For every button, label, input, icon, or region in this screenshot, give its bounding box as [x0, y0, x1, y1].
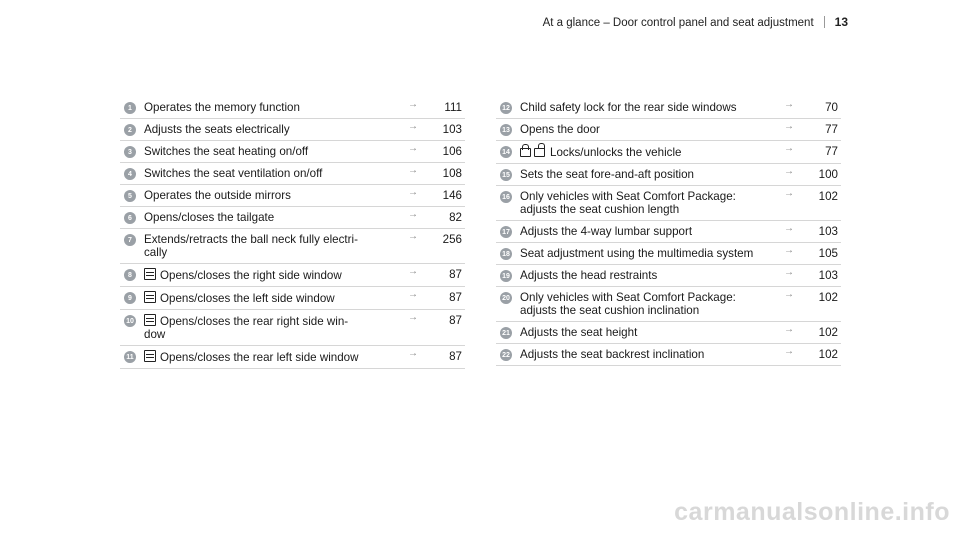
item-text: Adjusts the 4-way lumbar support — [520, 225, 693, 238]
list-item — [496, 97, 841, 119]
item-text: Adjusts the seat height — [520, 326, 638, 339]
item-number-badge: 10 — [124, 315, 136, 327]
item-number-badge: 20 — [500, 292, 512, 304]
item-text: Extends/retracts the ball neck fully electri- cally — [144, 233, 358, 259]
list-item — [496, 344, 841, 366]
page-reference-link[interactable]: 77 — [825, 123, 838, 136]
list-item — [120, 310, 465, 346]
page-reference-arrow: → — [784, 324, 794, 335]
list-item — [496, 119, 841, 141]
page-reference-link[interactable]: 256 — [442, 233, 462, 246]
item-description — [520, 348, 784, 361]
item-text: Opens the door — [520, 123, 600, 136]
list-item — [496, 322, 841, 344]
page-reference-arrow: → — [784, 143, 794, 154]
item-text: Opens/closes the tailgate — [144, 211, 275, 224]
item-text: Only vehicles with Seat Comfort Package: adjusts the seat cushion length — [520, 190, 736, 216]
item-number-badge: 11 — [124, 351, 136, 363]
item-number-badge: 17 — [500, 226, 512, 238]
item-text: Adjusts the seat backrest inclination — [520, 348, 705, 361]
list-item — [496, 164, 841, 186]
list-item — [120, 141, 465, 163]
list-item — [496, 186, 841, 221]
item-number-badge: 6 — [124, 212, 136, 224]
item-number-badge: 14 — [500, 146, 512, 158]
lock-icon — [520, 148, 531, 157]
item-description — [520, 101, 784, 114]
item-number-badge: 19 — [500, 270, 512, 282]
page-reference-link[interactable]: 87 — [449, 350, 462, 363]
item-description — [520, 145, 784, 159]
list-item — [496, 141, 841, 164]
item-description — [144, 314, 408, 341]
item-number-badge: 8 — [124, 269, 136, 281]
item-text: Opens/closes the right side window — [160, 269, 342, 282]
item-description — [144, 167, 408, 180]
item-number-badge: 18 — [500, 248, 512, 260]
window-icon — [144, 350, 156, 362]
item-description — [520, 291, 784, 317]
item-number-badge: 5 — [124, 190, 136, 202]
page-reference-arrow: → — [408, 348, 418, 359]
item-number-badge: 22 — [500, 349, 512, 361]
item-number-badge: 9 — [124, 292, 136, 304]
page-reference-link[interactable]: 111 — [444, 101, 462, 114]
page-reference-link[interactable]: 87 — [449, 291, 462, 304]
page-reference-arrow: → — [784, 166, 794, 177]
list-item — [496, 243, 841, 265]
page-reference-arrow: → — [408, 231, 418, 242]
page-reference-arrow: → — [408, 289, 418, 300]
item-number-badge: 12 — [500, 102, 512, 114]
item-text: Adjusts the head restraints — [520, 269, 658, 282]
page-reference-link[interactable]: 87 — [449, 314, 462, 327]
item-description — [144, 145, 408, 158]
item-number-badge: 15 — [500, 169, 512, 181]
list-item — [120, 346, 465, 369]
list-item — [496, 265, 841, 287]
item-number-badge: 4 — [124, 168, 136, 180]
item-number-badge: 1 — [124, 102, 136, 114]
item-text: Operates the outside mirrors — [144, 189, 291, 202]
list-item — [496, 287, 841, 322]
item-description — [144, 350, 408, 364]
item-number-badge: 3 — [124, 146, 136, 158]
item-description — [144, 211, 408, 224]
item-text: Locks/unlocks the vehicle — [550, 146, 682, 159]
list-item — [120, 287, 465, 310]
page-reference-arrow: → — [784, 346, 794, 357]
item-number-badge: 21 — [500, 327, 512, 339]
page-reference-arrow: → — [408, 312, 418, 323]
item-text: Switches the seat ventilation on/off — [144, 167, 323, 180]
item-description — [520, 247, 784, 260]
page-reference-arrow: → — [784, 289, 794, 300]
page-reference-link[interactable]: 102 — [818, 291, 838, 304]
page-reference-arrow: → — [408, 165, 418, 176]
item-text: Opens/closes the left side window — [160, 292, 335, 305]
item-number-badge: 16 — [500, 191, 512, 203]
item-number-badge: 2 — [124, 124, 136, 136]
item-description — [520, 168, 784, 181]
page-reference-link[interactable]: 106 — [442, 145, 462, 158]
page-reference-arrow: → — [408, 266, 418, 277]
header-divider — [824, 16, 825, 28]
item-text: Switches the seat heating on/off — [144, 145, 309, 158]
item-description — [144, 291, 408, 305]
page-reference-link[interactable]: 103 — [818, 269, 838, 282]
page-reference-link[interactable]: 102 — [818, 348, 838, 361]
item-number-badge: 7 — [124, 234, 136, 246]
list-item — [120, 119, 465, 141]
item-description — [144, 189, 408, 202]
item-text: Opens/closes the rear left side window — [160, 351, 359, 364]
page-header — [543, 15, 848, 29]
item-description — [144, 101, 408, 114]
item-description — [520, 123, 784, 136]
item-text: Seat adjustment using the multimedia system — [520, 247, 754, 260]
window-icon — [144, 314, 156, 326]
list-item — [120, 264, 465, 287]
page-reference-link[interactable]: 105 — [818, 247, 838, 260]
item-description — [144, 123, 408, 136]
window-icon — [144, 291, 156, 303]
page-reference-arrow: → — [408, 99, 418, 110]
list-item — [120, 97, 465, 119]
page-reference-arrow: → — [408, 209, 418, 220]
page-reference-link[interactable]: 77 — [825, 145, 838, 158]
page-reference-link[interactable]: 108 — [442, 167, 462, 180]
page-reference-link[interactable]: 100 — [818, 168, 838, 181]
page-reference-arrow: → — [784, 245, 794, 256]
page-reference-link[interactable]: 102 — [818, 326, 838, 339]
page-reference-link[interactable]: 102 — [818, 190, 838, 203]
item-description — [520, 190, 784, 216]
page-reference-link[interactable]: 70 — [825, 101, 838, 114]
page-reference-arrow: → — [784, 99, 794, 110]
item-text: Opens/closes the rear right side win- dow — [144, 315, 349, 341]
page-reference-link[interactable]: 82 — [449, 211, 462, 224]
section-title: At a glance – Door control panel and seat adjustment — [542, 17, 814, 29]
page-reference-arrow: → — [784, 223, 794, 234]
item-description — [144, 233, 408, 259]
item-description — [520, 269, 784, 282]
unlock-icon — [534, 148, 545, 157]
item-number-badge: 13 — [500, 124, 512, 136]
page-reference-link[interactable]: 103 — [818, 225, 838, 238]
left-column-list — [120, 97, 465, 369]
page-reference-link[interactable]: 87 — [449, 268, 462, 281]
item-text: Child safety lock for the rear side windows — [520, 101, 737, 114]
page-reference-arrow: → — [408, 187, 418, 198]
item-description — [520, 326, 784, 339]
list-item — [120, 185, 465, 207]
page-reference-link[interactable]: 103 — [442, 123, 462, 136]
item-text: Operates the memory function — [144, 101, 300, 114]
page-reference-arrow: → — [408, 121, 418, 132]
watermark-text: carmanualsonline.info — [674, 498, 950, 526]
page-number: 13 — [834, 15, 848, 29]
item-text: Sets the seat fore-and-aft position — [520, 168, 695, 181]
window-icon — [144, 268, 156, 280]
page-reference-arrow: → — [408, 143, 418, 154]
page-reference-arrow: → — [784, 267, 794, 278]
item-description — [520, 225, 784, 238]
page-reference-arrow: → — [784, 188, 794, 199]
item-text: Only vehicles with Seat Comfort Package: adjusts the seat cushion inclination — [520, 291, 736, 317]
list-item — [496, 221, 841, 243]
item-description — [144, 268, 408, 282]
right-column-list — [496, 97, 841, 366]
page-reference-arrow: → — [784, 121, 794, 132]
list-item — [120, 207, 465, 229]
item-text: Adjusts the seats electrically — [144, 123, 290, 136]
list-item — [120, 229, 465, 264]
list-item — [120, 163, 465, 185]
page-reference-link[interactable]: 146 — [442, 189, 462, 202]
